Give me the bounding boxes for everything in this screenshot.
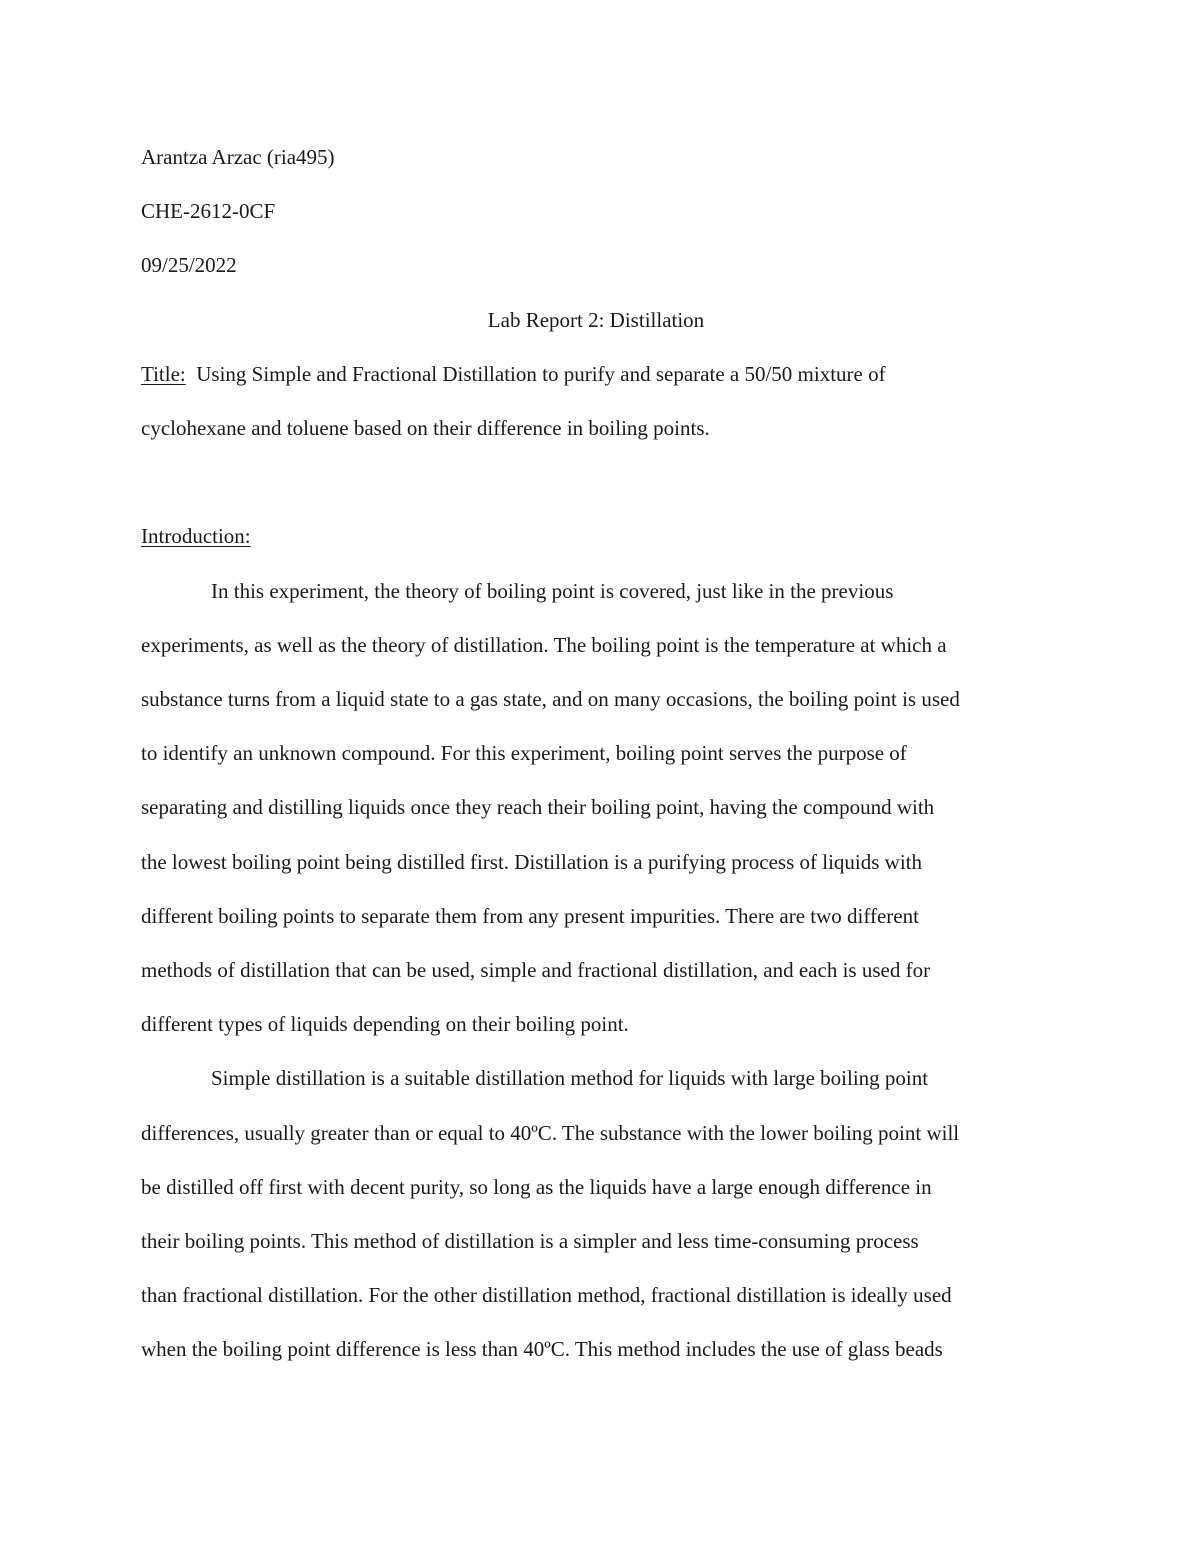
paragraph-line: separating and distilling liquids once they reach their boiling point, having the compound with (141, 795, 935, 820)
paragraph-line: their boiling points. This method of distillation is a simpler and less time-consuming process (141, 1229, 919, 1254)
paragraph-line: differences, usually greater than or equal to 40ºC. The substance with the lower boiling point will (141, 1120, 960, 1145)
paragraph-line: methods of distillation that can be used, simple and fractional distillation, and each is used for (141, 958, 931, 983)
title-text-line-1: Using Simple and Fractional Distillation to purify and separate a 50/50 mixture of (196, 361, 886, 386)
paragraph-line: be distilled off first with decent purity, so long as the liquids have a large enough difference in (141, 1174, 932, 1199)
paragraph-line: when the boiling point difference is less than 40ºC. This method includes the use of glass beads (141, 1337, 943, 1362)
paragraph-line: experiments, as well as the theory of distillation. The boiling point is the temperature at which a (141, 632, 947, 657)
blank-gap (141, 455, 1066, 509)
paragraph-line: substance turns from a liquid state to a gas state, and on many occasions, the boiling point is used (141, 687, 960, 712)
title-text-line-2: cyclohexane and toluene based on their difference in boiling points. (141, 416, 710, 441)
intro-paragraph-1 (141, 564, 1066, 1052)
paragraph-line: Simple distillation is a suitable distillation method for liquids with large boiling point (211, 1066, 929, 1091)
course-line: CHE-2612-0CF (141, 199, 276, 224)
paragraph-line: different types of liquids depending on their boiling point. (141, 1012, 629, 1037)
title-first-line (141, 347, 1066, 401)
paragraph-line: In this experiment, the theory of boiling point is covered, just like in the previous (211, 578, 894, 603)
paragraph-line: different boiling points to separate them from any present impurities. There are two different (141, 903, 919, 928)
paragraph-line: than fractional distillation. For the other distillation method, fractional distillation is ideally used (141, 1283, 952, 1308)
introduction-heading: Introduction: (141, 524, 251, 549)
document-body (141, 130, 1066, 1377)
intro-paragraph-2 (141, 1051, 1066, 1376)
title-section (141, 347, 1066, 455)
paragraph-line: to identify an unknown compound. For this experiment, boiling point serves the purpose of (141, 741, 907, 766)
author-line: Arantza Arzac (ria495) (141, 145, 335, 169)
date-line: 09/25/2022 (141, 253, 237, 278)
paragraph-line: the lowest boiling point being distilled first. Distillation is a purifying process of liquids with (141, 849, 923, 874)
report-title: Lab Report 2: Distillation (487, 307, 705, 332)
title-label: Title: (141, 361, 186, 386)
